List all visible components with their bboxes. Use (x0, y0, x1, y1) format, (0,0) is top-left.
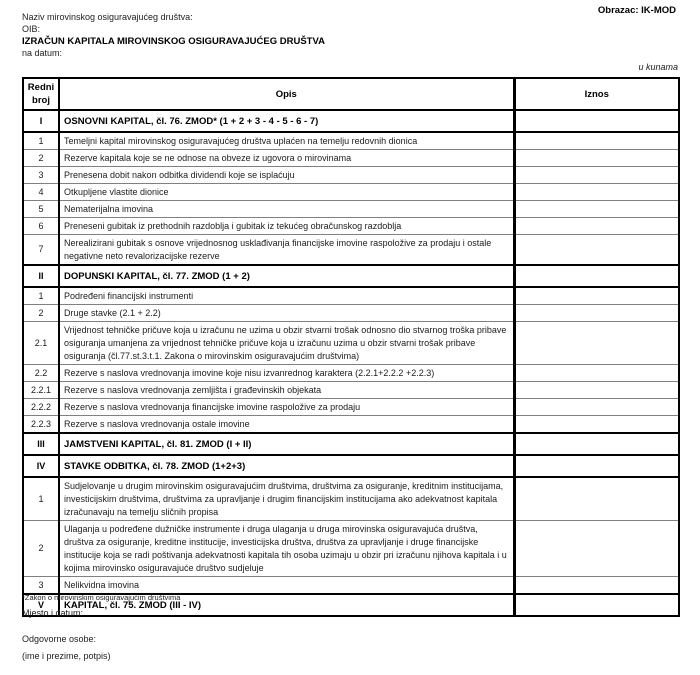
row-number: 4 (23, 184, 59, 201)
row-amount (514, 322, 679, 365)
row-description: Sudjelovanje u drugim mirovinskim osiguravajućim društvima, društvima za osiguranje, kreditnim institucijama, investicijskim društvima, društvima za upravljanje i drugim financijskim institucijama ako adekvatnost kapitala izračunavaju na temelju sličnih propisa (59, 477, 514, 521)
table-row (23, 382, 679, 399)
capital-calculation-table (22, 77, 680, 617)
row-description: Nerealizirani gubitak s osnove vrijednosnog usklađivanja financijske imovine raspoložive za prodaju i ostale negativne neto revalorizacijske rezerve (59, 235, 514, 266)
currency-note: u kunama (638, 62, 678, 72)
row-description: JAMSTVENI KAPITAL, čl. 81. ZMOD (I + II) (59, 433, 514, 455)
row-description: Rezerve kapitala koje se ne odnose na obveze iz ugovora o mirovinama (59, 150, 514, 167)
row-amount (514, 184, 679, 201)
table-row (23, 218, 679, 235)
table-row (23, 322, 679, 365)
row-number: 2.2.3 (23, 416, 59, 434)
row-amount (514, 305, 679, 322)
table-row (23, 305, 679, 322)
table-row (23, 365, 679, 382)
row-description: Prenesena dobit nakon odbitka dividendi koje se isplaćuju (59, 167, 514, 184)
row-number: 2 (23, 150, 59, 167)
table-row (23, 201, 679, 218)
row-amount (514, 167, 679, 184)
table-row (23, 167, 679, 184)
row-amount (514, 382, 679, 399)
row-number: II (23, 265, 59, 287)
row-number: 3 (23, 167, 59, 184)
row-number: 2 (23, 521, 59, 577)
row-amount (514, 455, 679, 477)
capital-table-body (23, 110, 679, 616)
date-label: na datum: (22, 48, 63, 58)
row-description: Podređeni financijski instrumenti (59, 287, 514, 305)
responsible-persons-label: Odgovorne osobe: (22, 634, 97, 644)
row-number: 2.2.2 (23, 399, 59, 416)
row-amount (514, 477, 679, 521)
zmod-footnote: *Zakon o mirovinskim osiguravajućim društvima (22, 593, 181, 602)
row-description: Temeljni kapital mirovinskog osiguravajućeg društva uplaćen na temelju redovnih dionica (59, 132, 514, 150)
row-description: Otkupljene vlastite dionice (59, 184, 514, 201)
place-date-label: Mjesto i datum: (22, 608, 84, 618)
table-row (23, 287, 679, 305)
row-description: Nematerijalna imovina (59, 201, 514, 218)
row-description: KAPITAL, čl. 75. ZMOD (III - IV) (59, 594, 514, 616)
row-amount (514, 150, 679, 167)
table-row (23, 577, 679, 595)
row-amount (514, 416, 679, 434)
row-amount (514, 399, 679, 416)
row-number: IV (23, 455, 59, 477)
row-description: Rezerve s naslova vrednovanja ostale imovine (59, 416, 514, 434)
table-row (23, 132, 679, 150)
form-code: Obrazac: IK-MOD (597, 5, 676, 16)
company-name-label: Naziv mirovinskog osiguravajućeg društva: (22, 12, 193, 22)
row-amount (514, 577, 679, 595)
row-number: 2 (23, 305, 59, 322)
row-description: Ulaganja u podređene dužničke instrumente i druga ulaganja u druga mirovinska osiguravajuća društva, društva za osiguranje, kreditne institucije, investicijska društva, društva za upravljanje i druge financijske institucije koja se radi poštivanja adekvatnosti kapitala tih osoba uzimaju u obzir pri izračunu njihova kapitala i u kojima mirovinsko osiguravajuće društvo sudjeluje (59, 521, 514, 577)
row-description: Rezerve s naslova vrednovanja imovine koje nisu izvanrednog karaktera (2.2.1+2.2.2 +2.2.3) (59, 365, 514, 382)
row-amount (514, 594, 679, 616)
row-number: 5 (23, 201, 59, 218)
row-description: Rezerve s naslova vrednovanja financijske imovine raspoložive za prodaju (59, 399, 514, 416)
table-row (23, 110, 679, 132)
row-number: 1 (23, 132, 59, 150)
row-number: III (23, 433, 59, 455)
row-number: I (23, 110, 59, 132)
table-row (23, 184, 679, 201)
row-description: STAVKE ODBITKA, čl. 78. ZMOD (1+2+3) (59, 455, 514, 477)
table-header-row (23, 78, 679, 110)
row-number: 3 (23, 577, 59, 595)
row-amount (514, 433, 679, 455)
row-amount (514, 365, 679, 382)
row-number: 2.2 (23, 365, 59, 382)
row-number: 1 (23, 477, 59, 521)
page-title: IZRAČUN KAPITALA MIROVINSKOG OSIGURAVAJUĆEG DRUŠTVA (22, 36, 325, 47)
row-description: Nelikvidna imovina (59, 577, 514, 595)
column-header-description: Opis (59, 78, 514, 110)
column-header-ordinal: Redni broj (23, 78, 59, 110)
row-number: 2.1 (23, 322, 59, 365)
row-number: 7 (23, 235, 59, 266)
row-number: V (23, 594, 59, 616)
row-amount (514, 201, 679, 218)
row-description: Druge stavke (2.1 + 2.2) (59, 305, 514, 322)
table-row (23, 150, 679, 167)
row-amount (514, 265, 679, 287)
row-description: DOPUNSKI KAPITAL, čl. 77. ZMOD (1 + 2) (59, 265, 514, 287)
row-amount (514, 132, 679, 150)
row-amount (514, 521, 679, 577)
table-row (23, 235, 679, 266)
table-row (23, 477, 679, 521)
row-number: 2.2.1 (23, 382, 59, 399)
table-row (23, 521, 679, 577)
row-description: Preneseni gubitak iz prethodnih razdoblja i gubitak iz tekućeg obračunskog razdoblja (59, 218, 514, 235)
table-row (23, 416, 679, 434)
table-row (23, 399, 679, 416)
row-amount (514, 287, 679, 305)
table-row (23, 455, 679, 477)
table-row (23, 433, 679, 455)
row-description: Vrijednost tehničke pričuve koja u izračunu ne uzima u obzir stvarni trošak odnosno dio stvarnog troška pribave osiguranja umanjena za vrijednost tehničke pričuve koja u izračunu uzima u obzir stvarni trošak pribave osiguranja (čl.77.st.3.t.1. Zakona o mirovinskim osiguravajućim društvima) (59, 322, 514, 365)
row-amount (514, 235, 679, 266)
signature-label: (ime i prezime, potpis) (22, 651, 111, 661)
row-description: OSNOVNI KAPITAL, čl. 76. ZMOD* (1 + 2 + 3 - 4 - 5 - 6 - 7) (59, 110, 514, 132)
row-number: 6 (23, 218, 59, 235)
column-header-amount: Iznos (514, 78, 679, 110)
row-number: 1 (23, 287, 59, 305)
row-amount (514, 218, 679, 235)
oib-label: OIB: (22, 24, 41, 34)
table-row (23, 265, 679, 287)
row-amount (514, 110, 679, 132)
row-description: Rezerve s naslova vrednovanja zemljišta i građevinskih objekata (59, 382, 514, 399)
